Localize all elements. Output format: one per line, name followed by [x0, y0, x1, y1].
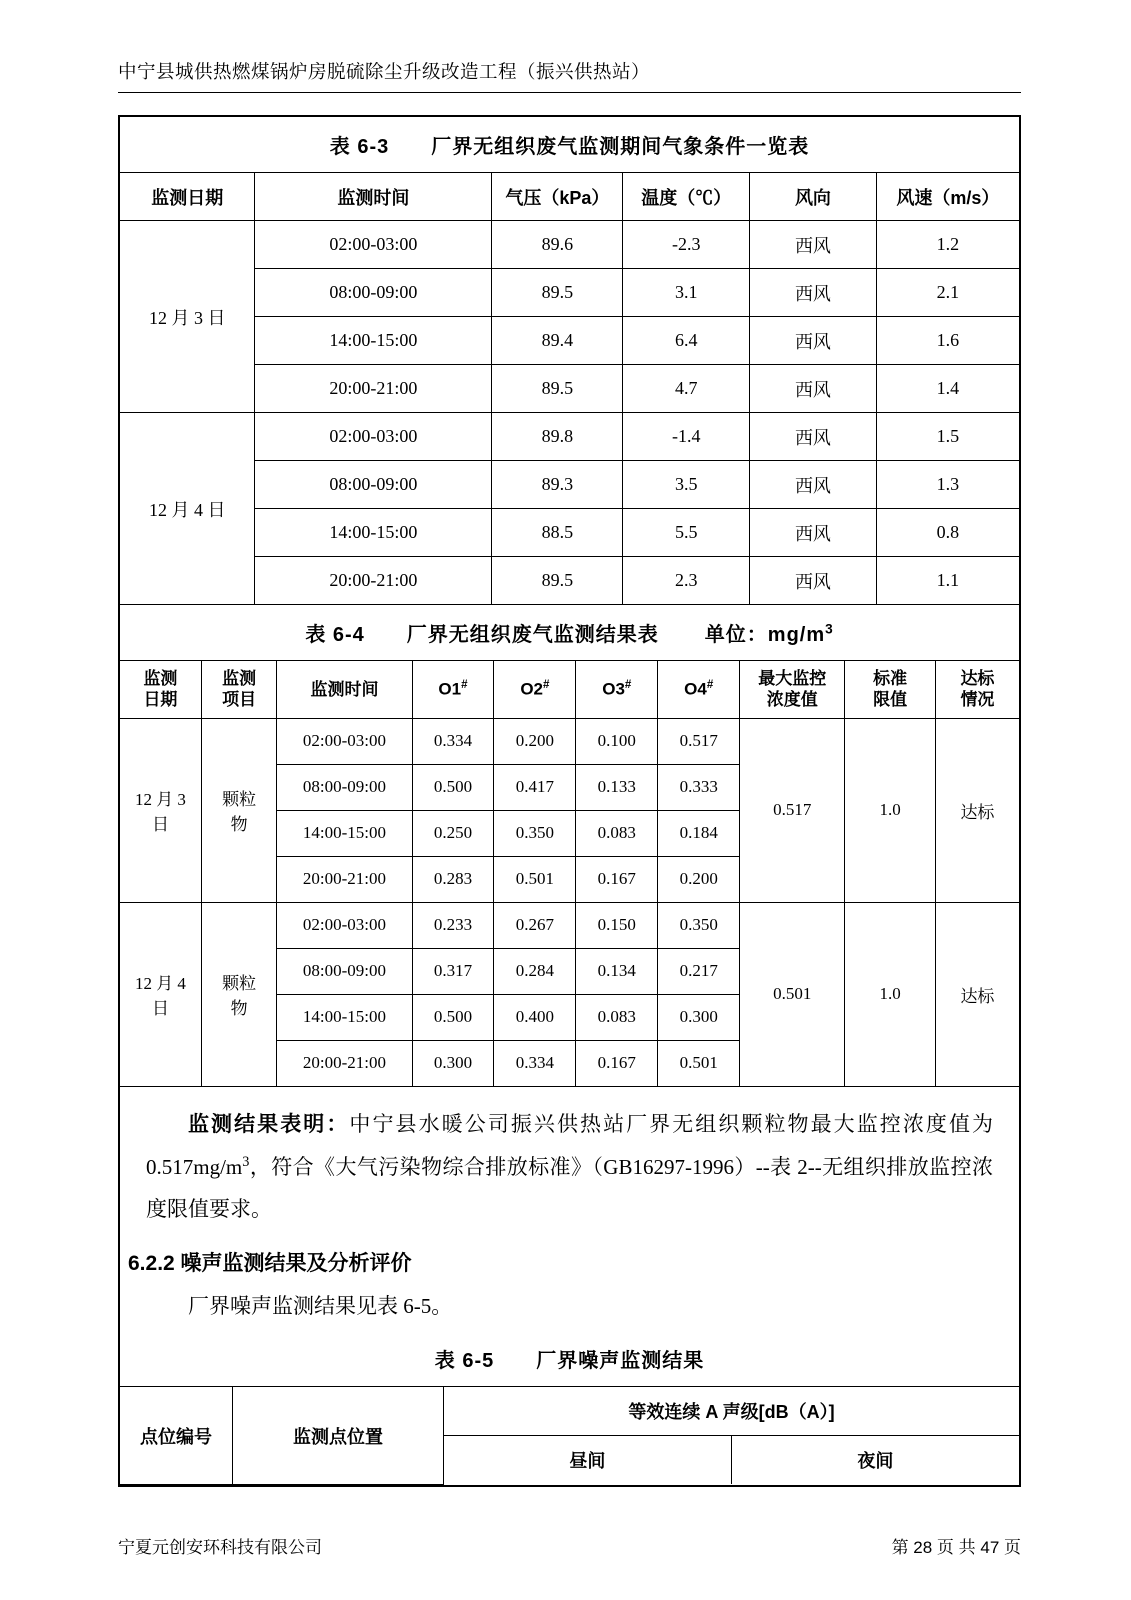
col-header-time: 监测时间	[277, 661, 412, 719]
cell-wind-speed: 0.8	[876, 509, 1019, 557]
cell-o2: 0.350	[494, 810, 576, 856]
cell-time: 08:00-09:00	[277, 948, 412, 994]
cell-o2: 0.284	[494, 948, 576, 994]
footer-page-number: 第 28 页 共 47 页	[891, 1538, 1021, 1557]
cell-time: 02:00-03:00	[255, 413, 492, 461]
cell-o1: 0.500	[412, 764, 494, 810]
cell-wind-direction: 西风	[750, 221, 877, 269]
cell-o4: 0.501	[658, 1040, 740, 1086]
table-row	[120, 221, 1019, 269]
cell-temperature: 6.4	[623, 317, 750, 365]
cell-wind-speed: 1.4	[876, 365, 1019, 413]
cell-date: 12 月 3 日	[120, 718, 201, 902]
cell-time: 08:00-09:00	[255, 461, 492, 509]
col-header-point-location: 监测点位置	[233, 1387, 444, 1485]
table-row	[120, 413, 1019, 461]
page-footer	[118, 1533, 1021, 1558]
cell-result: 达标	[935, 718, 1019, 902]
col-header-temperature: 温度（℃）	[623, 173, 750, 221]
cell-date: 12 月 4 日	[120, 902, 201, 1086]
table-6-5-title-text: 厂界噪声监测结果	[536, 1350, 705, 1373]
section-heading: 6.2.2 噪声监测结果及分析评价	[128, 1251, 412, 1275]
table-6-5-title-number: 表 6-5	[434, 1350, 495, 1373]
cell-pressure: 89.5	[492, 269, 623, 317]
table-6-3	[120, 172, 1019, 605]
col-header-standard-limit: 标准 限值	[845, 661, 935, 719]
cell-o4: 0.200	[658, 856, 740, 902]
col-header-wind-direction: 风向	[750, 173, 877, 221]
cell-item: 颗粒 物	[201, 902, 277, 1086]
cell-o4: 0.300	[658, 994, 740, 1040]
col-header-date-line2: 日期	[143, 690, 178, 710]
cell-o1: 0.334	[412, 718, 494, 764]
cell-date: 12 月 4 日	[120, 413, 255, 605]
cell-time: 14:00-15:00	[255, 317, 492, 365]
cell-wind-direction: 西风	[750, 557, 877, 605]
table-row	[120, 902, 1019, 948]
col-header-date: 监测日期	[120, 173, 255, 221]
cell-o4: 0.184	[658, 810, 740, 856]
table-6-3-title	[120, 117, 1019, 172]
page-header: 中宁县城供热燃煤锅炉房脱硫除尘升级改造工程（振兴供热站）	[118, 58, 1021, 93]
col-header-sound-level: 等效连续 A 声级[dB（A）]	[444, 1387, 1020, 1436]
cell-temperature: 3.1	[623, 269, 750, 317]
table-6-4-title-unit: 单位：mg/m	[704, 624, 826, 646]
table-row	[120, 461, 1019, 509]
table-6-4-title-number: 表 6-4	[305, 624, 365, 646]
col-header-time: 监测时间	[255, 173, 492, 221]
cell-result: 达标	[935, 902, 1019, 1086]
col-header-item	[201, 661, 277, 719]
table-row	[120, 365, 1019, 413]
cell-o3: 0.134	[576, 948, 658, 994]
cell-standard-limit: 1.0	[845, 718, 935, 902]
cell-time: 14:00-15:00	[277, 994, 412, 1040]
cell-max-concentration: 0.501	[740, 902, 845, 1086]
col-header-o3: O3#	[576, 661, 658, 719]
conclusion-paragraph	[120, 1087, 1019, 1240]
cell-time: 14:00-15:00	[277, 810, 412, 856]
cell-o1: 0.500	[412, 994, 494, 1040]
cell-time: 20:00-21:00	[277, 1040, 412, 1086]
cell-o3: 0.083	[576, 810, 658, 856]
cell-o3: 0.167	[576, 1040, 658, 1086]
cell-temperature: 5.5	[623, 509, 750, 557]
table-6-3-title-number: 表 6-3	[329, 136, 390, 158]
table-row	[120, 1387, 1019, 1436]
col-header-date	[120, 661, 201, 719]
table-row	[120, 317, 1019, 365]
cell-temperature: 3.5	[623, 461, 750, 509]
cell-time: 02:00-03:00	[277, 902, 412, 948]
table-row	[120, 173, 1019, 221]
cell-pressure: 89.4	[492, 317, 623, 365]
col-header-result: 达标 情况	[935, 661, 1019, 719]
cell-temperature: 4.7	[623, 365, 750, 413]
col-header-nighttime: 夜间	[731, 1436, 1019, 1485]
cell-standard-limit: 1.0	[845, 902, 935, 1086]
cell-o3: 0.100	[576, 718, 658, 764]
cell-wind-direction: 西风	[750, 413, 877, 461]
table-6-5-title	[120, 1331, 1019, 1386]
cell-time: 02:00-03:00	[277, 718, 412, 764]
col-header-pressure: 气压（kPa）	[492, 173, 623, 221]
col-header-o4: O4#	[658, 661, 740, 719]
table-row	[120, 661, 1019, 719]
cell-o2: 0.334	[494, 1040, 576, 1086]
cell-wind-speed: 2.1	[876, 269, 1019, 317]
cell-pressure: 89.5	[492, 365, 623, 413]
cell-o2: 0.400	[494, 994, 576, 1040]
cell-o3: 0.167	[576, 856, 658, 902]
table-6-5	[120, 1386, 1019, 1485]
table-6-3-title-table	[120, 117, 1019, 172]
section-body: 厂界噪声监测结果见表 6-5。	[188, 1294, 453, 1319]
cell-o2: 0.200	[494, 718, 576, 764]
cell-o4: 0.333	[658, 764, 740, 810]
cell-wind-speed: 1.5	[876, 413, 1019, 461]
col-header-date-line1: 监测	[143, 669, 178, 688]
table-6-5-title-table	[120, 1331, 1019, 1386]
cell-time: 08:00-09:00	[255, 269, 492, 317]
cell-wind-speed: 1.3	[876, 461, 1019, 509]
col-header-point-no: 点位编号	[120, 1387, 233, 1485]
cell-o3: 0.083	[576, 994, 658, 1040]
table-6-4-title-table	[120, 605, 1019, 660]
table-row	[120, 509, 1019, 557]
col-header-o2: O2#	[494, 661, 576, 719]
cell-time: 20:00-21:00	[255, 557, 492, 605]
cell-time: 08:00-09:00	[277, 764, 412, 810]
cell-o4: 0.350	[658, 902, 740, 948]
cell-wind-speed: 1.1	[876, 557, 1019, 605]
table-row	[120, 269, 1019, 317]
table-row	[120, 718, 1019, 764]
col-header-max-concentration: 最大监控 浓度值	[740, 661, 845, 719]
table-6-4-title-text: 厂界无组织废气监测结果表	[406, 624, 659, 646]
cell-wind-direction: 西风	[750, 269, 877, 317]
cell-o1: 0.283	[412, 856, 494, 902]
cell-time: 20:00-21:00	[255, 365, 492, 413]
col-header-item-line2: 项目	[222, 690, 257, 710]
cell-o1: 0.300	[412, 1040, 494, 1086]
conclusion-label: 监测结果表明：	[188, 1112, 350, 1136]
cell-o2: 0.501	[494, 856, 576, 902]
cell-o4: 0.517	[658, 718, 740, 764]
cell-wind-direction: 西风	[750, 317, 877, 365]
cell-o1: 0.250	[412, 810, 494, 856]
cell-temperature: -2.3	[623, 221, 750, 269]
col-header-daytime: 昼间	[444, 1436, 732, 1485]
cell-wind-speed: 1.6	[876, 317, 1019, 365]
cell-o2: 0.417	[494, 764, 576, 810]
content-frame	[118, 115, 1021, 1487]
col-header-item-line1: 监测	[222, 669, 257, 688]
cell-wind-direction: 西风	[750, 461, 877, 509]
cell-date: 12 月 3 日	[120, 221, 255, 413]
cell-o1: 0.317	[412, 948, 494, 994]
table-6-4-title-unit-exponent: 3	[825, 621, 834, 637]
cell-time: 20:00-21:00	[277, 856, 412, 902]
cell-max-concentration: 0.517	[740, 718, 845, 902]
cell-temperature: 2.3	[623, 557, 750, 605]
conclusion-text-part1: 中宁县水暖公司振兴供热站厂界无组织颗粒物最大监控浓度值为 0.517mg/m	[146, 1111, 994, 1179]
table-row	[120, 557, 1019, 605]
footer-company: 宁夏元创安环科技有限公司	[118, 1538, 322, 1557]
cell-o3: 0.150	[576, 902, 658, 948]
cell-pressure: 89.3	[492, 461, 623, 509]
cell-o2: 0.267	[494, 902, 576, 948]
table-6-3-title-text: 厂界无组织废气监测期间气象条件一览表	[431, 136, 810, 158]
cell-pressure: 89.5	[492, 557, 623, 605]
cell-pressure: 88.5	[492, 509, 623, 557]
conclusion-unit-exponent: 3	[242, 1153, 250, 1170]
cell-item: 颗粒 物	[201, 718, 277, 902]
col-header-o1: O1#	[412, 661, 494, 719]
col-header-wind-speed: 风速（m/s）	[876, 173, 1019, 221]
cell-pressure: 89.6	[492, 221, 623, 269]
cell-temperature: -1.4	[623, 413, 750, 461]
cell-wind-direction: 西风	[750, 509, 877, 557]
cell-o1: 0.233	[412, 902, 494, 948]
conclusion-text-part2: ，符合《大气污染物综合排放标准》（GB16297-1996）--表 2--无组织排放监控浓度限值要求。	[146, 1154, 993, 1221]
cell-wind-speed: 1.2	[876, 221, 1019, 269]
cell-time: 14:00-15:00	[255, 509, 492, 557]
cell-pressure: 89.8	[492, 413, 623, 461]
table-6-4-title	[120, 605, 1019, 660]
cell-wind-direction: 西风	[750, 365, 877, 413]
cell-o4: 0.217	[658, 948, 740, 994]
cell-time: 02:00-03:00	[255, 221, 492, 269]
table-6-4	[120, 660, 1019, 1087]
cell-o3: 0.133	[576, 764, 658, 810]
